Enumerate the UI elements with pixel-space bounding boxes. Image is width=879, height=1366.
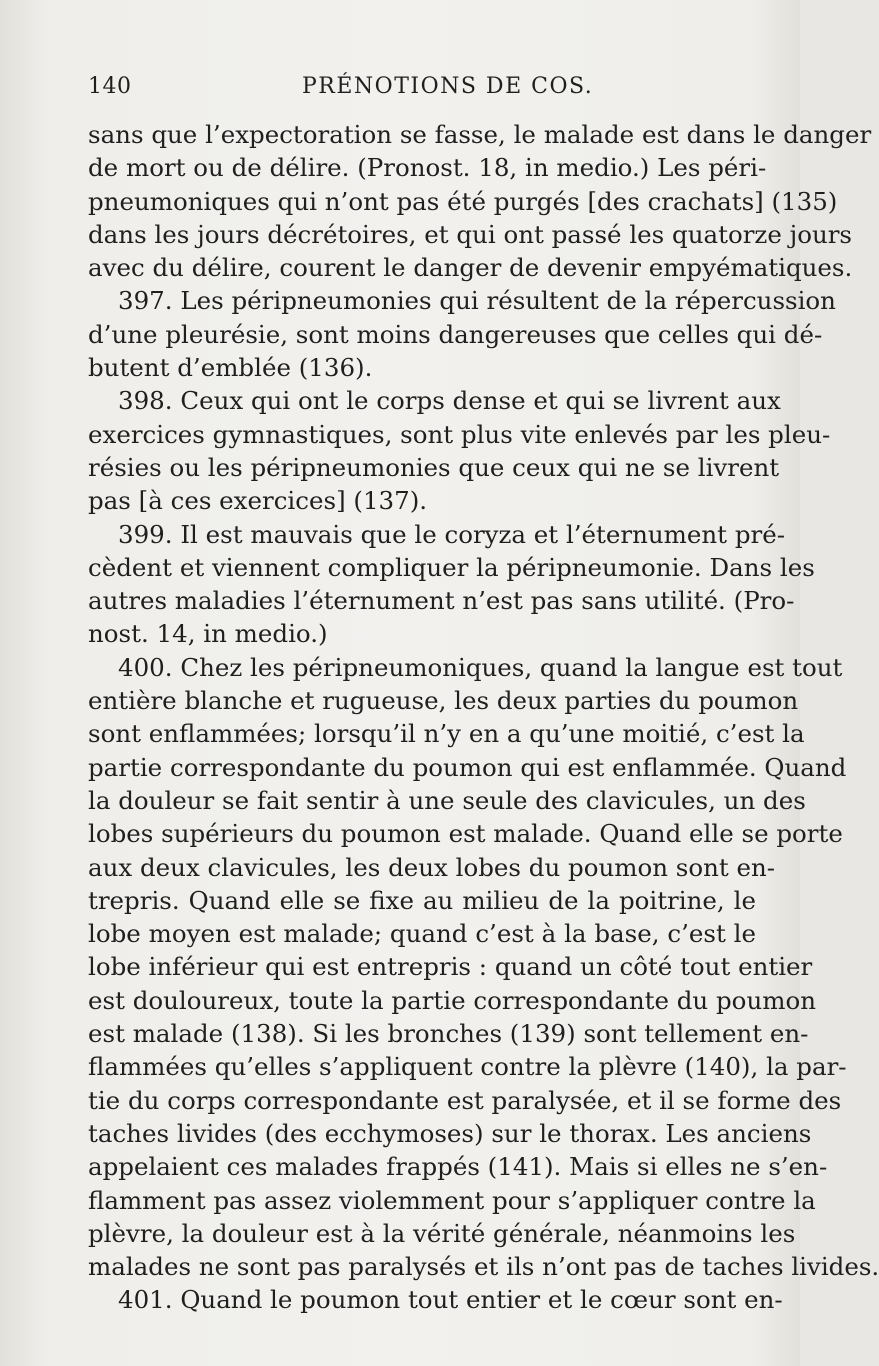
text-line: la douleur se fait sentir à une seule des clavicules, un des — [88, 785, 806, 815]
text-line: taches livides (des ecchymoses) sur le thorax. Les anciens — [88, 1118, 812, 1148]
text-line: butent d’emblée (136). — [88, 353, 373, 383]
running-title: PRÉNOTIONS DE COS. — [302, 74, 594, 99]
body-text — [88, 118, 879, 1317]
text-line: autres maladies l’éternument n’est pas sans utilité. (Pro- — [88, 586, 795, 616]
text-line: appelaient ces malades frappés (141). Mais si elles ne s’en- — [88, 1152, 828, 1182]
text-line: sont enflammées; lorsqu’il n’y en a qu’une moitié, c’est la — [88, 719, 805, 749]
text-line: de mort ou de délire. (Pronost. 18, in medio.) Les péri- — [88, 153, 767, 183]
text-line: est malade (138). Si les bronches (139) sont tellement en- — [88, 1019, 809, 1049]
text-line: flammées qu’elles s’appliquent contre la plèvre (140), la par- — [88, 1052, 847, 1082]
text-line: lobes supérieurs du poumon est malade. Quand elle se porte — [88, 819, 843, 849]
text-line: lobe inférieur qui est entrepris : quand un côté tout entier — [88, 952, 813, 982]
text-line: 401. Quand le poumon tout entier et le cœur sont en- — [118, 1285, 783, 1315]
text-line: 399. Il est mauvais que le coryza et l’éternument pré- — [118, 519, 785, 549]
text-line: cèdent et viennent compliquer la péripneumonie. Dans les — [88, 552, 815, 582]
text-line: tie du corps correspondante est paralysée, et il se forme des — [88, 1085, 842, 1115]
text-line: pneumoniques qui n’ont pas été purgés [des crachats] (135) — [88, 186, 838, 216]
text-line: 398. Ceux qui ont le corps dense et qui se livrent aux — [118, 386, 781, 416]
text-line: lobe moyen est malade; quand c’est à la base, c’est le — [88, 919, 756, 949]
text-line: aux deux clavicules, les deux lobes du poumon sont en- — [88, 852, 776, 882]
page-number: 140 — [88, 74, 132, 99]
text-line: avec du délire, courent le danger de devenir empyématiques. — [88, 253, 853, 283]
text-line: exercices gymnastiques, sont plus vite enlevés par les pleu- — [88, 419, 831, 449]
page-header — [88, 74, 760, 104]
text-line: dans les jours décrétoires, et qui ont passé les quatorze jours — [88, 219, 853, 249]
text-line: 400. Chez les péripneumoniques, quand la langue est tout — [118, 652, 843, 682]
text-line: partie correspondante du poumon qui est enflammée. Quand — [88, 752, 847, 782]
text-line: nost. 14, in medio.) — [88, 619, 328, 649]
text-line: sans que l’expectoration se fasse, le malade est dans le danger — [88, 120, 872, 149]
text-line: pas [à ces exercices] (137). — [88, 486, 428, 516]
text-line: entière blanche et rugueuse, les deux parties du poumon — [88, 686, 799, 716]
text-line: est douloureux, toute la partie correspondante du poumon — [88, 985, 816, 1015]
text-line: trepris. Quand elle se fixe au milieu de la poitrine, le — [88, 885, 756, 915]
text-line: flamment pas assez violemment pour s’appliquer contre la — [88, 1185, 816, 1215]
text-line: d’une pleurésie, sont moins dangereuses que celles qui dé- — [88, 319, 823, 349]
text-line: plèvre, la douleur est à la vérité générale, néanmoins les — [88, 1218, 796, 1248]
text-line: malades ne sont pas paralysés et ils n’ont pas de taches livides. — [88, 1252, 879, 1282]
text-line: 397. Les péripneumonies qui résultent de la répercussion — [118, 286, 836, 316]
text-line: résies ou les péripneumonies que ceux qui ne se livrent — [88, 452, 780, 482]
